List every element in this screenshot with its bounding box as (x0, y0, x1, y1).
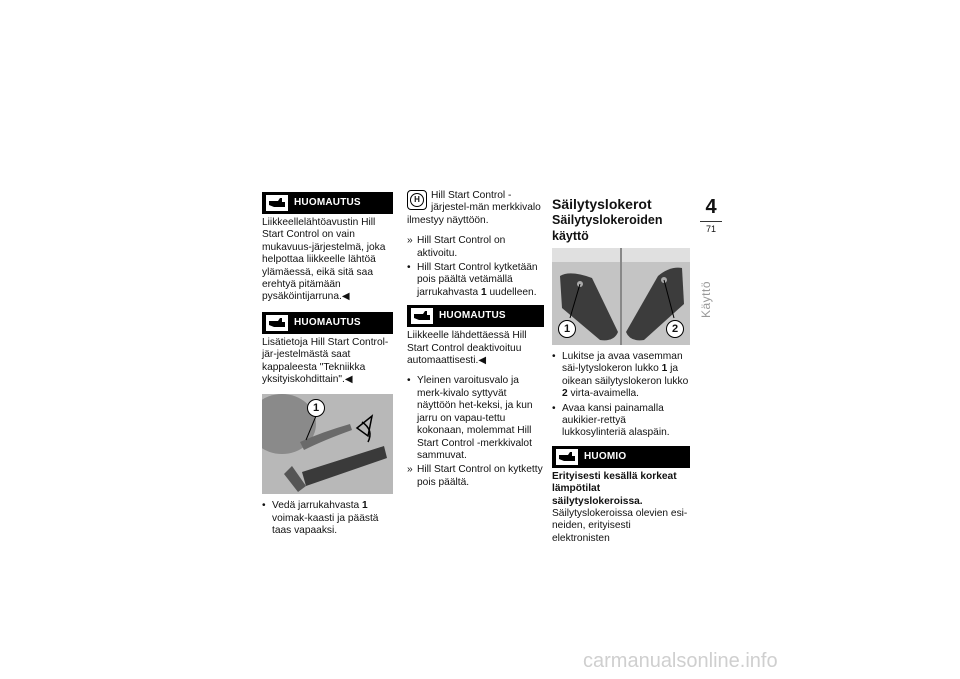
list-item: • Lukitse ja avaa vasemman säi-lytyslokeron lukko 1 ja oikean säilytyslokeron lukko 2 virta-avaimella. (552, 351, 689, 400)
page-number: 71 (705, 224, 716, 234)
note-text: Liikkeellelähtöavustin Hill Start Control on vain mukavuus-järjestelmä, joka helpottaa liikkeelle lähtöä ylämäessä, eikä sitä saa erehtyä pitämään pysäköintijarruna.◀ (262, 217, 386, 303)
list-item: • Yleinen varoitusvalo ja merk-kivalo syttyvät näyttöön het-keksi, ja kun jarru on vapau-tettu kokonaan, molemmat Hill Start Control -merkkivalot sammuvat. (407, 375, 533, 461)
list-item: • Vedä jarrukahvasta 1 voimak-kaasti ja päästä taas vapaaksi. (262, 500, 379, 537)
note-hand-icon (266, 315, 288, 331)
list-item: • Avaa kansi painamalla aukikier-rettyä lukkosylinteriä alaspäin. (552, 402, 670, 439)
chapter-number: 4 (705, 196, 717, 218)
notice-title: HUOMIO (584, 450, 627, 462)
chapter-name: Käyttö (699, 280, 713, 318)
chapter-tab (700, 196, 722, 234)
column-1 (262, 192, 393, 544)
section-title: Säilytyslokerot (552, 196, 652, 212)
instruction-list (552, 351, 690, 440)
callout-2: 2 (666, 320, 684, 338)
intro-text: Hill Start Control -järjestel-män merkkivalo ilmestyy näyttöön. (407, 190, 541, 226)
note-title: HUOMAUTUS (294, 196, 361, 208)
note-header (407, 305, 544, 327)
notice-header (552, 446, 690, 468)
brake-lever-photo (262, 394, 393, 494)
list-item: • Hill Start Control kytketään pois päältä vetämällä jarrukahvasta 1 uudelleen. (407, 262, 538, 298)
result-list (407, 235, 544, 299)
notice-text: Säilytyslokeroissa olevien esi-neiden, erityisesti elektronisten (552, 508, 688, 544)
note-text: Lisätietoja Hill Start Control-jär-jestelmästä saat kappaleesta "Tekniikka yksityiskohdittain".◀ (262, 336, 389, 386)
notice-hand-icon (556, 449, 578, 465)
column-3 (552, 196, 690, 545)
callout-1: 1 (558, 320, 576, 338)
watermark: carmanualsonline.info (583, 650, 778, 672)
callout-1: 1 (307, 399, 325, 417)
bullet: • (262, 500, 266, 512)
storage-compartments-photo (552, 248, 690, 345)
list-item: » Hill Start Control on kytketty pois päältä. (407, 464, 543, 488)
note-header (262, 312, 393, 334)
note-text: Liikkeelle lähdettäessä Hill Start Control deaktivoituu automaattisesti.◀ (407, 330, 527, 367)
note-header (262, 192, 393, 214)
list-item: » Hill Start Control on aktivoitu. (407, 235, 506, 259)
note-title: HUOMAUTUS (439, 310, 506, 322)
note-hand-icon (411, 308, 433, 324)
hill-start-indicator-icon: H (407, 190, 427, 210)
instruction-list (262, 500, 393, 537)
note-title: HUOMAUTUS (294, 316, 361, 328)
column-2 (407, 190, 544, 495)
notice-headline: Erityisesti kesällä korkeat lämpötilat säilytyslokeroissa. (552, 470, 677, 507)
divider (700, 221, 722, 222)
result-list-2 (407, 375, 544, 489)
sub-title: Säilytyslokeroiden käyttö (552, 213, 663, 243)
note-hand-icon (266, 195, 288, 211)
